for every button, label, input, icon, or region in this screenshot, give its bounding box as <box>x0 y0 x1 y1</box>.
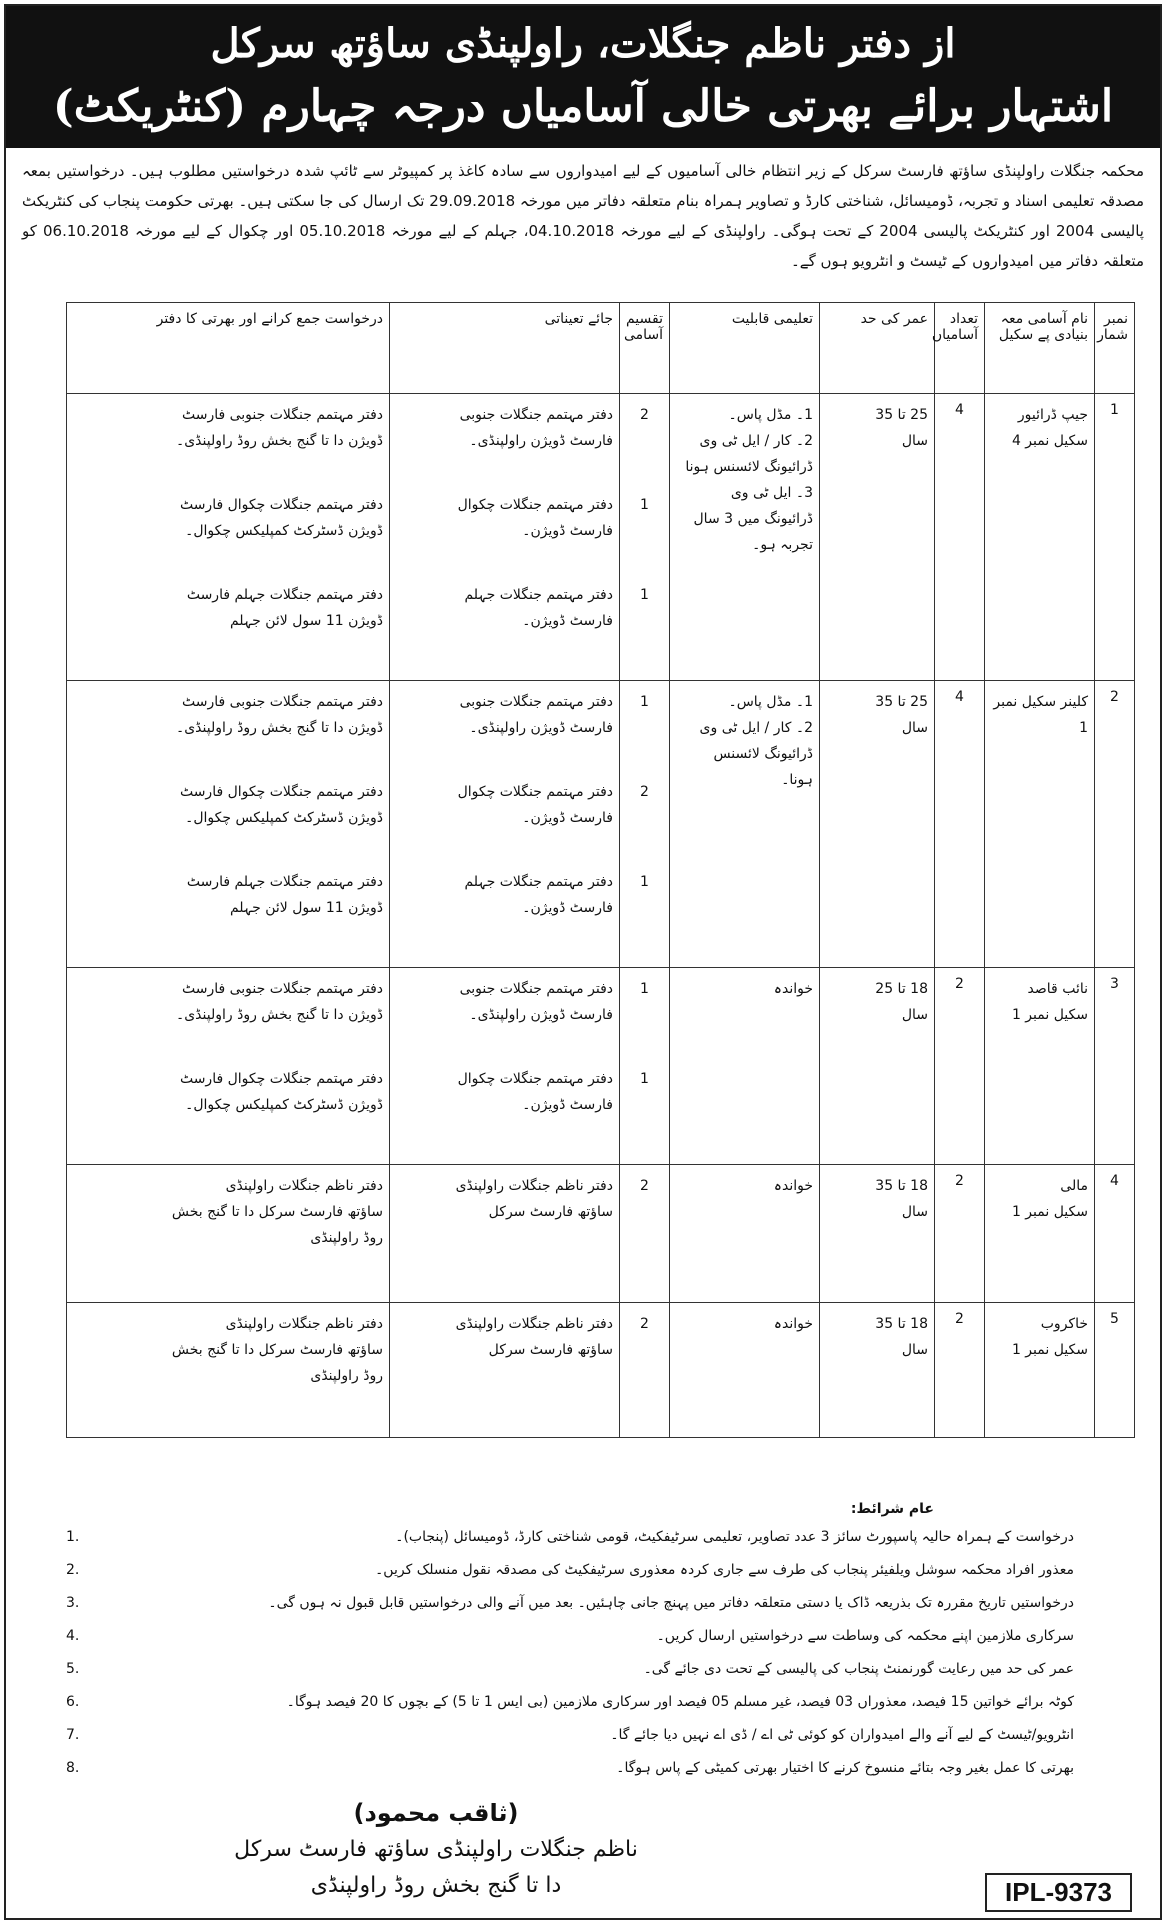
row-distribution <box>620 394 670 681</box>
condition-item <box>66 1623 1134 1649</box>
condition-text: کوٹہ برائے خواتین 15 فیصد، معذوراں 03 فیصد، غیر مسلم 05 فیصد اور سرکاری ملازمین (بی ایس 1 تا 5) کے بچوں کا 20 فیصد ہوگا۔ <box>286 1694 1074 1710</box>
row-location-entry <box>396 492 613 544</box>
row-submit-line: دفتر مہتمم جنگلات چکوال فارسٹ <box>179 1071 383 1087</box>
row-qualification-line: تجربہ ہو۔ <box>752 537 813 553</box>
ad-header <box>6 6 1160 148</box>
row-location <box>390 1165 620 1303</box>
distribution-qty: 1 <box>640 694 649 710</box>
condition-item <box>66 1755 1134 1781</box>
condition-number: 5. <box>66 1661 80 1677</box>
row-qualification <box>670 1165 820 1303</box>
condition-text: انٹرویو/ٹیسٹ کے لیے آنے والے امیدواران کو کوئی ٹی اے / ڈی اے نہیں دیا جائے گا۔ <box>610 1727 1074 1743</box>
row-submit-entry <box>73 1311 383 1389</box>
row-age-line: 18 تا 25 <box>875 981 928 997</box>
condition-item <box>66 1524 1134 1550</box>
row-age-line: 18 تا 35 <box>875 1316 928 1332</box>
row-location-line: دفتر مہتمم جنگلات جہلم <box>464 874 613 890</box>
row-submit-entry <box>73 1066 383 1118</box>
row-qualification-line: 1۔ مڈل پاس۔ <box>728 694 813 710</box>
distribution-qty: 1 <box>640 1071 649 1087</box>
table-row <box>67 681 1135 968</box>
row-submit <box>67 968 390 1165</box>
row-age-line: 25 تا 35 <box>875 694 928 710</box>
condition-number: 7. <box>66 1727 80 1743</box>
row-qualification-line: 1۔ مڈل پاس۔ <box>728 407 813 423</box>
distribution-qty: 1 <box>640 874 649 890</box>
row-age-line: 25 تا 35 <box>875 407 928 423</box>
signature-block <box>156 1794 716 1904</box>
row-submit-entry <box>73 976 383 1028</box>
row-submit-entry <box>73 689 383 741</box>
row-location-line: فارسٹ ڈویژن راولپنڈی۔ <box>469 433 613 449</box>
row-qualification-line: خواندہ <box>773 1316 813 1332</box>
signatory-designation: ناظم جنگلات راولپنڈی ساؤتھ فارسٹ سرکل <box>234 1837 638 1862</box>
row-submit-entry <box>73 779 383 831</box>
row-age <box>820 1303 935 1438</box>
row-location-line: فارسٹ ڈویژن۔ <box>522 900 613 916</box>
row-location-line: دفتر مہتمم جنگلات جہلم <box>464 587 613 603</box>
row-submit-entry <box>73 1173 383 1251</box>
row-qualification-line: خواندہ <box>773 1178 813 1194</box>
distribution-qty: 1 <box>640 981 649 997</box>
row-post <box>985 968 1095 1165</box>
row-age <box>820 394 935 681</box>
row-age <box>820 1165 935 1303</box>
row-qualification-line: ڈرائیونگ لائسنس <box>713 746 813 762</box>
row-submit-line: دفتر مہتمم جنگلات جنوبی فارسٹ <box>181 694 383 710</box>
row-sr: 4 <box>1095 1165 1135 1303</box>
row-sr: 2 <box>1095 681 1135 968</box>
row-post-line: سکیل نمبر 1 <box>1011 1342 1088 1358</box>
row-qualification <box>670 681 820 968</box>
condition-number: 4. <box>66 1628 80 1644</box>
row-submit <box>67 1165 390 1303</box>
row-post-line: سکیل نمبر 1 <box>1011 1204 1088 1220</box>
row-distribution <box>620 681 670 968</box>
row-post-line: کلینر سکیل نمبر 1 <box>993 694 1088 736</box>
conditions-title: عام شرائط: <box>850 1501 934 1517</box>
row-qualification-line: 2۔ کار / ایل ٹی وی <box>699 433 813 449</box>
row-location-line: فارسٹ ڈویژن۔ <box>522 613 613 629</box>
row-qualification-line: 2۔ کار / ایل ٹی وی <box>699 720 813 736</box>
row-qualification-line: ڈرائیونگ لائسنس ہونا <box>685 459 813 475</box>
row-submit-line: دفتر مہتمم جنگلات جنوبی فارسٹ <box>181 981 383 997</box>
condition-item <box>66 1656 1134 1682</box>
table-row <box>67 1303 1135 1438</box>
col-count: تعداد آسامیاں <box>935 303 985 394</box>
intro-paragraph: محکمہ جنگلات راولپنڈی ساؤتھ فارسٹ سرکل کے زیر انتظام خالی آسامیوں کے لیے امیدواروں سے سادہ کاغذ پر کمپیوٹر سے ٹائپ شدہ درخواستیں مطلوب ہیں۔ درخواستیں بمعہ مصدقہ تعلیمی اسناد و تجربہ، ڈومیسائل، شناختی کارڈ و تصاویر ہمراہ بنام متعلقہ دفاتر میں مورخہ 29.09.2018 تک ارسال کی جا سکتی ہیں۔ بھرتی حکومت پنجاب کی کنٹریکٹ پالیسی 2004 اور کنٹریکٹ پالیسی 2004 کے تحت ہوگی۔ راولپنڈی کے لیے مورخہ 04.10.2018، جہلم کے لیے مورخہ 05.10.2018 اور چکوال کے لیے مورخہ 06.10.2018 کو متعلقہ دفاتر میں امیدواروں کے ٹیسٹ و انٹرویو ہوں گے۔ <box>22 162 1145 270</box>
row-post <box>985 1165 1095 1303</box>
row-location-line: فارسٹ ڈویژن۔ <box>522 1097 613 1113</box>
row-location-entry <box>396 1066 613 1118</box>
ipl-reference: IPL-9373 <box>985 1873 1132 1912</box>
row-submit-line: ڈویژن ڈسٹرکٹ کمپلیکس چکوال۔ <box>185 523 383 539</box>
distribution-qty: 2 <box>640 1316 649 1332</box>
header-title: اشتہار برائے بھرتی خالی آسامیاں درجہ چہارم (کنٹریکٹ) <box>52 81 1114 132</box>
row-location-line: دفتر مہتمم جنگلات جنوبی <box>459 981 613 997</box>
row-submit-line: روڈ راولپنڈی <box>310 1368 383 1384</box>
row-distribution <box>620 968 670 1165</box>
row-post-line: نائب قاصد <box>1027 981 1088 997</box>
row-submit-line: ڈویژن دا تا گنج بخش روڈ راولپنڈی۔ <box>176 433 383 449</box>
condition-item <box>66 1590 1134 1616</box>
distribution-qty: 2 <box>640 784 649 800</box>
row-post-line: جیپ ڈرائیور <box>1017 407 1088 423</box>
row-submit-line: ڈویژن دا تا گنج بخش روڈ راولپنڈی۔ <box>176 1007 383 1023</box>
row-location-line: ساؤتھ فارسٹ سرکل <box>488 1342 613 1358</box>
row-qualification-line: ہونا۔ <box>781 772 813 788</box>
signatory-name: (ثاقب محمود) <box>353 1799 519 1827</box>
distribution-qty: 1 <box>640 587 649 603</box>
col-location: جائے تعیناتی <box>390 303 620 394</box>
signatory-address: دا تا گنج بخش روڈ راولپنڈی <box>310 1873 562 1898</box>
row-count: 4 <box>935 681 985 968</box>
row-count: 2 <box>935 968 985 1165</box>
condition-number: 1. <box>66 1529 80 1545</box>
row-submit-entry <box>73 869 383 921</box>
row-location <box>390 1303 620 1438</box>
row-location <box>390 681 620 968</box>
row-location <box>390 968 620 1165</box>
row-location-line: فارسٹ ڈویژن۔ <box>522 810 613 826</box>
condition-text: بھرتی کا عمل بغیر وجہ بتائے منسوخ کرنے کا اختیار بھرتی کمیٹی کے پاس ہوگا۔ <box>616 1760 1074 1776</box>
advertisement <box>4 4 1162 1920</box>
row-submit-line: دفتر مہتمم جنگلات جہلم فارسٹ <box>186 874 383 890</box>
condition-text: عمر کی حد میں رعایت گورنمنٹ پنجاب کی پالیسی کے تحت دی جائے گی۔ <box>643 1661 1074 1677</box>
general-conditions <box>66 1494 1134 1788</box>
distribution-qty: 2 <box>640 407 649 423</box>
row-location-line: دفتر مہتمم جنگلات چکوال <box>457 497 613 513</box>
condition-number: 8. <box>66 1760 80 1776</box>
row-qualification <box>670 394 820 681</box>
row-location-line: دفتر مہتمم جنگلات چکوال <box>457 784 613 800</box>
condition-number: 3. <box>66 1595 80 1611</box>
row-location-entry <box>396 689 613 741</box>
row-location-entry <box>396 402 613 454</box>
row-location-line: دفتر ناظم جنگلات راولپنڈی <box>455 1316 613 1332</box>
col-sr: نمبر شمار <box>1095 303 1135 394</box>
row-count: 2 <box>935 1165 985 1303</box>
row-submit-line: ساؤتھ فارسٹ سرکل دا تا گنج بخش <box>171 1342 383 1358</box>
row-submit-entry <box>73 402 383 454</box>
table-row <box>67 1165 1135 1303</box>
row-location-line: ساؤتھ فارسٹ سرکل <box>488 1204 613 1220</box>
col-post: نام آسامی معہ بنیادی پے سکیل <box>985 303 1095 394</box>
row-qualification <box>670 1303 820 1438</box>
row-submit-line: ڈویژن ڈسٹرکٹ کمپلیکس چکوال۔ <box>185 810 383 826</box>
row-post <box>985 681 1095 968</box>
row-submit-line: ساؤتھ فارسٹ سرکل دا تا گنج بخش <box>171 1204 383 1220</box>
row-age-line: سال <box>901 1007 928 1023</box>
row-submit <box>67 681 390 968</box>
row-submit-line: دفتر مہتمم جنگلات چکوال فارسٹ <box>179 784 383 800</box>
row-age <box>820 681 935 968</box>
row-sr: 5 <box>1095 1303 1135 1438</box>
row-age-line: 18 تا 35 <box>875 1178 928 1194</box>
table-row <box>67 968 1135 1165</box>
col-submit: درخواست جمع کرانے اور بھرتی کا دفتر <box>67 303 390 394</box>
row-sr: 3 <box>1095 968 1135 1165</box>
row-location-line: فارسٹ ڈویژن راولپنڈی۔ <box>469 720 613 736</box>
row-location-entry <box>396 1311 613 1363</box>
distribution-qty: 2 <box>640 1178 649 1194</box>
table-header-row <box>67 303 1135 394</box>
distribution-qty: 1 <box>640 497 649 513</box>
col-age: عمر کی حد <box>820 303 935 394</box>
row-submit-line: روڈ راولپنڈی <box>310 1230 383 1246</box>
row-submit-line: ڈویژن ڈسٹرکٹ کمپلیکس چکوال۔ <box>185 1097 383 1113</box>
row-location-entry <box>396 976 613 1028</box>
header-office-line: از دفتر ناظم جنگلات، راولپنڈی ساؤتھ سرکل <box>210 20 956 67</box>
row-post <box>985 1303 1095 1438</box>
row-qualification-line: خواندہ <box>773 981 813 997</box>
table-row <box>67 394 1135 681</box>
row-post-line: مالی <box>1060 1178 1088 1194</box>
row-submit-line: دفتر مہتمم جنگلات جنوبی فارسٹ <box>181 407 383 423</box>
condition-item <box>66 1722 1134 1748</box>
row-location-entry <box>396 582 613 634</box>
conditions-list <box>66 1524 1134 1781</box>
row-submit-line: ڈویژن 11 سول لائن جہلم <box>229 613 383 629</box>
row-distribution <box>620 1303 670 1438</box>
condition-number: 2. <box>66 1562 80 1578</box>
row-submit-line: ڈویژن 11 سول لائن جہلم <box>229 900 383 916</box>
row-location-line: دفتر مہتمم جنگلات جنوبی <box>459 407 613 423</box>
row-location-line: دفتر مہتمم جنگلات چکوال <box>457 1071 613 1087</box>
condition-number: 6. <box>66 1694 80 1710</box>
row-sr: 1 <box>1095 394 1135 681</box>
condition-item <box>66 1689 1134 1715</box>
row-age-line: سال <box>901 433 928 449</box>
row-submit-entry <box>73 582 383 634</box>
row-post <box>985 394 1095 681</box>
row-post-line: سکیل نمبر 1 <box>1011 1007 1088 1023</box>
row-age-line: سال <box>901 1204 928 1220</box>
row-submit <box>67 1303 390 1438</box>
row-location-line: فارسٹ ڈویژن راولپنڈی۔ <box>469 1007 613 1023</box>
row-submit-line: دفتر مہتمم جنگلات جہلم فارسٹ <box>186 587 383 603</box>
row-post-line: سکیل نمبر 4 <box>1011 433 1088 449</box>
row-submit-line: ڈویژن دا تا گنج بخش روڈ راولپنڈی۔ <box>176 720 383 736</box>
row-location-entry <box>396 779 613 831</box>
row-count: 4 <box>935 394 985 681</box>
condition-text: سرکاری ملازمین اپنے محکمہ کی وساطت سے درخواستیں ارسال کریں۔ <box>656 1628 1074 1644</box>
row-location-entry <box>396 869 613 921</box>
row-qualification-line: ڈرائیونگ میں 3 سال <box>693 511 813 527</box>
row-age-line: سال <box>901 1342 928 1358</box>
row-location-line: دفتر ناظم جنگلات راولپنڈی <box>455 1178 613 1194</box>
row-age <box>820 968 935 1165</box>
row-location-line: دفتر مہتمم جنگلات جنوبی <box>459 694 613 710</box>
row-location-line: فارسٹ ڈویژن۔ <box>522 523 613 539</box>
col-qualification: تعلیمی قابلیت <box>670 303 820 394</box>
vacancies-table <box>66 302 1135 1438</box>
row-qualification-line: 3۔ ایل ٹی وی <box>730 485 813 501</box>
row-location <box>390 394 620 681</box>
row-age-line: سال <box>901 720 928 736</box>
condition-text: معذور افراد محکمہ سوشل ویلفیئر پنجاب کی طرف سے جاری کردہ معذوری سرٹیفکیٹ کی مصدقہ نقول منسلک کریں۔ <box>375 1562 1074 1578</box>
col-distribution: تقسیم آسامی <box>620 303 670 394</box>
row-location-entry <box>396 1173 613 1225</box>
row-distribution <box>620 1165 670 1303</box>
row-submit-line: دفتر ناظم جنگلات راولپنڈی <box>225 1316 383 1332</box>
row-submit-entry <box>73 492 383 544</box>
row-post-line: خاکروب <box>1040 1316 1088 1332</box>
row-submit <box>67 394 390 681</box>
condition-text: درخواست کے ہمراہ حالیہ پاسپورٹ سائز 3 عدد تصاویر، تعلیمی سرٹیفکیٹ، قومی شناختی کارڈ، ڈومیسائل (پنجاب)۔ <box>395 1529 1074 1545</box>
row-submit-line: دفتر ناظم جنگلات راولپنڈی <box>225 1178 383 1194</box>
row-qualification <box>670 968 820 1165</box>
condition-item <box>66 1557 1134 1583</box>
condition-text: درخواستیں تاریخ مقررہ تک بذریعہ ڈاک یا دستی متعلقہ دفاتر میں پہنچ جانی چاہئیں۔ بعد میں آنے والی درخواستیں قابل قبول نہ ہوں گی۔ <box>268 1595 1074 1611</box>
row-submit-line: دفتر مہتمم جنگلات چکوال فارسٹ <box>179 497 383 513</box>
row-count: 2 <box>935 1303 985 1438</box>
